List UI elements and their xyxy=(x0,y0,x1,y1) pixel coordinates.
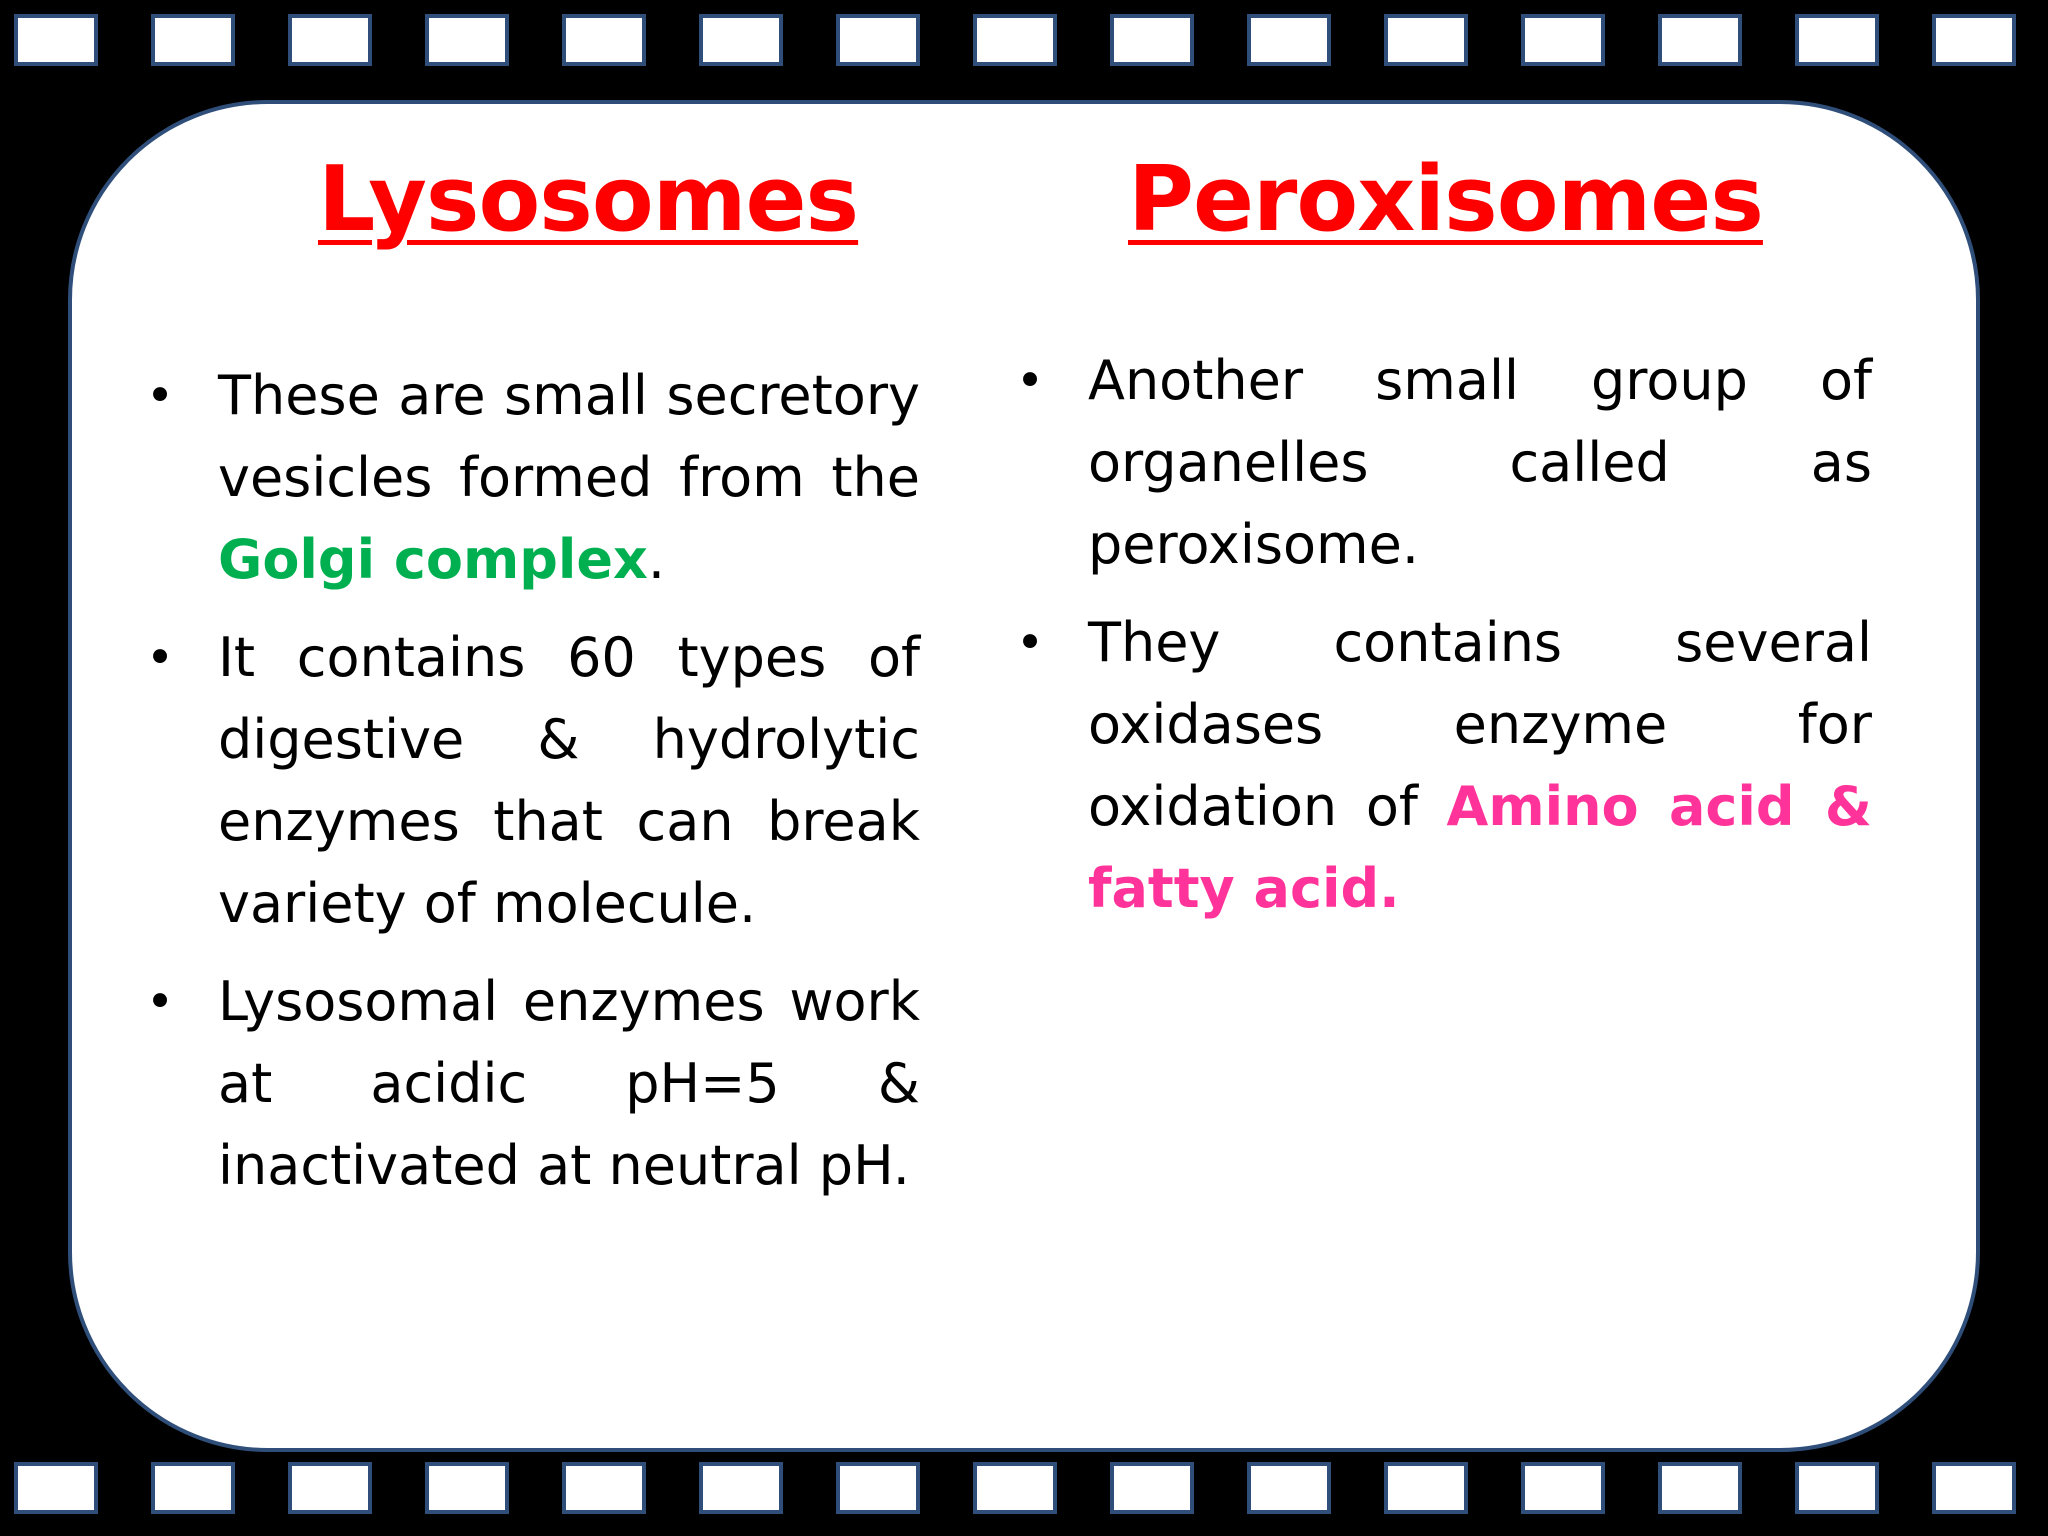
film-hole xyxy=(973,1462,1057,1514)
film-hole xyxy=(151,14,235,66)
amino-fatty-acid-highlight: Amino acid & fatty acid. xyxy=(1088,775,1872,920)
bullet-text: They contains several oxidases enzyme for oxidation of xyxy=(1088,611,1872,838)
lysosomes-title: Lysosomes xyxy=(318,147,859,252)
bullet-item xyxy=(140,617,920,945)
golgi-complex-highlight: Golgi complex xyxy=(218,528,648,591)
film-hole xyxy=(14,14,98,66)
film-hole xyxy=(1384,1462,1468,1514)
bullet-item xyxy=(140,355,920,601)
bullet-dot-icon: • xyxy=(145,368,175,424)
film-hole xyxy=(288,14,372,66)
film-hole xyxy=(425,14,509,66)
film-hole xyxy=(1658,14,1742,66)
film-hole xyxy=(1247,1462,1331,1514)
film-strip-top xyxy=(0,14,2048,74)
bullet-text: It contains 60 types of digestive & hydrolytic enzymes that can break variety of molecule. xyxy=(218,626,920,935)
film-hole xyxy=(288,1462,372,1514)
bullet-dot-icon: • xyxy=(1015,615,1045,671)
bullet-text: Lysosomal enzymes work at acidic pH=5 & inactivated at neutral pH. xyxy=(218,970,920,1197)
film-hole xyxy=(1384,14,1468,66)
film-hole xyxy=(1110,1462,1194,1514)
bullet-text: These are small secretory vesicles formed from the xyxy=(218,364,920,509)
bullet-dot-icon: • xyxy=(145,630,175,686)
film-hole xyxy=(973,14,1057,66)
film-hole xyxy=(562,14,646,66)
film-hole xyxy=(14,1462,98,1514)
bullet-item xyxy=(140,961,920,1207)
peroxisomes-bullet-list xyxy=(1010,340,1872,946)
film-hole xyxy=(1795,14,1879,66)
film-hole xyxy=(1110,14,1194,66)
film-hole xyxy=(1658,1462,1742,1514)
film-hole xyxy=(836,1462,920,1514)
film-hole xyxy=(1247,14,1331,66)
bullet-item xyxy=(1010,602,1872,930)
film-hole xyxy=(1932,1462,2016,1514)
film-hole xyxy=(151,1462,235,1514)
film-hole xyxy=(1795,1462,1879,1514)
film-hole xyxy=(699,1462,783,1514)
bullet-text-end: . xyxy=(647,528,666,591)
film-hole xyxy=(562,1462,646,1514)
film-hole xyxy=(699,14,783,66)
lysosomes-bullet-list xyxy=(140,355,920,1223)
bullet-dot-icon: • xyxy=(145,974,175,1030)
film-strip-bottom xyxy=(0,1462,2048,1522)
bullet-item xyxy=(1010,340,1872,586)
film-hole xyxy=(425,1462,509,1514)
film-hole xyxy=(1521,1462,1605,1514)
bullet-text: Another small group of organelles called as peroxisome. xyxy=(1088,349,1872,576)
film-hole xyxy=(1521,14,1605,66)
film-hole xyxy=(1932,14,2016,66)
bullet-dot-icon: • xyxy=(1015,353,1045,409)
peroxisomes-title: Peroxisomes xyxy=(1128,147,1763,252)
film-hole xyxy=(836,14,920,66)
